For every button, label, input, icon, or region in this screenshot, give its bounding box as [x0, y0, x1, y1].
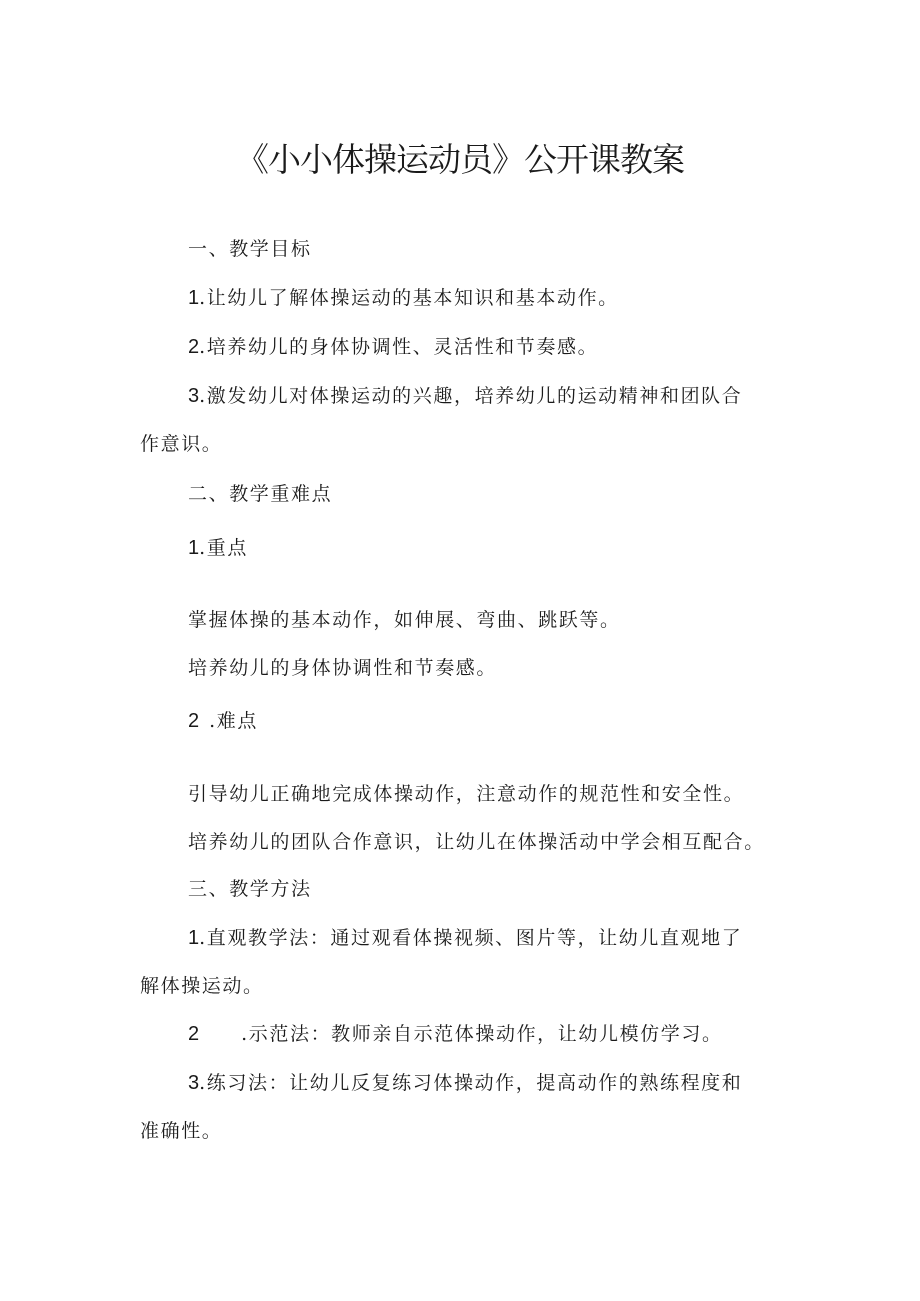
item-text: .练习法：让幼儿反复练习体操动作，提高动作的熟练程度和: [199, 1072, 743, 1094]
focus-line-1: 掌握体操的基本动作，如伸展、弯曲、跳跃等。: [188, 609, 621, 631]
item-number: 2: [188, 336, 200, 358]
item-text: .培养幼儿的身体协调性、灵活性和节奏感。: [199, 336, 599, 358]
item-number: 1: [188, 537, 200, 559]
focus-subheading: [188, 524, 248, 572]
difficulty-subheading: [188, 697, 258, 745]
item-number: 3: [188, 385, 200, 407]
item-text: .难点: [209, 710, 258, 732]
focus-line-2: 培养幼儿的身体协调性和节奏感。: [188, 657, 498, 679]
difficulty-line-1: 引导幼儿正确地完成体操动作，注意动作的规范性和安全性。: [188, 783, 745, 805]
item-text: .直观教学法：通过观看体操视频、图片等，让幼儿直观地了: [199, 927, 743, 949]
method-item-1: [140, 914, 743, 1010]
item-number: 1: [188, 287, 200, 309]
item-text: .激发幼儿对体操运动的兴趣，培养幼儿的运动精神和团队合: [199, 385, 743, 407]
section-heading-objectives: 一、教学目标: [188, 238, 312, 260]
objective-item-1: [188, 274, 619, 322]
item-text: .重点: [199, 537, 248, 559]
section-heading-key-points: 二、教学重难点: [188, 483, 333, 505]
item-number: 1: [188, 927, 200, 949]
item-text-continuation: 准确性。: [140, 1120, 223, 1142]
item-number: 2: [188, 710, 200, 732]
item-text-continuation: 解体操运动。: [140, 975, 264, 997]
item-text-continuation: 作意识。: [140, 433, 223, 455]
difficulty-line-2: 培养幼儿的团队合作意识，让幼儿在体操活动中学会相互配合。: [188, 831, 765, 853]
document-title: 《小小体操运动员》公开课教案: [236, 140, 684, 179]
item-number: 3: [188, 1072, 200, 1094]
objective-item-3: [140, 372, 743, 468]
objective-item-2: [188, 323, 598, 371]
item-text: .示范法：教师亲自示范体操动作，让幼儿模仿学习。: [241, 1023, 723, 1045]
item-number: 2: [188, 1023, 200, 1045]
method-item-2: [188, 1010, 723, 1058]
item-text: .让幼儿了解体操运动的基本知识和基本动作。: [199, 287, 619, 309]
method-item-3: [140, 1059, 743, 1155]
section-heading-methods: 三、教学方法: [188, 878, 312, 900]
